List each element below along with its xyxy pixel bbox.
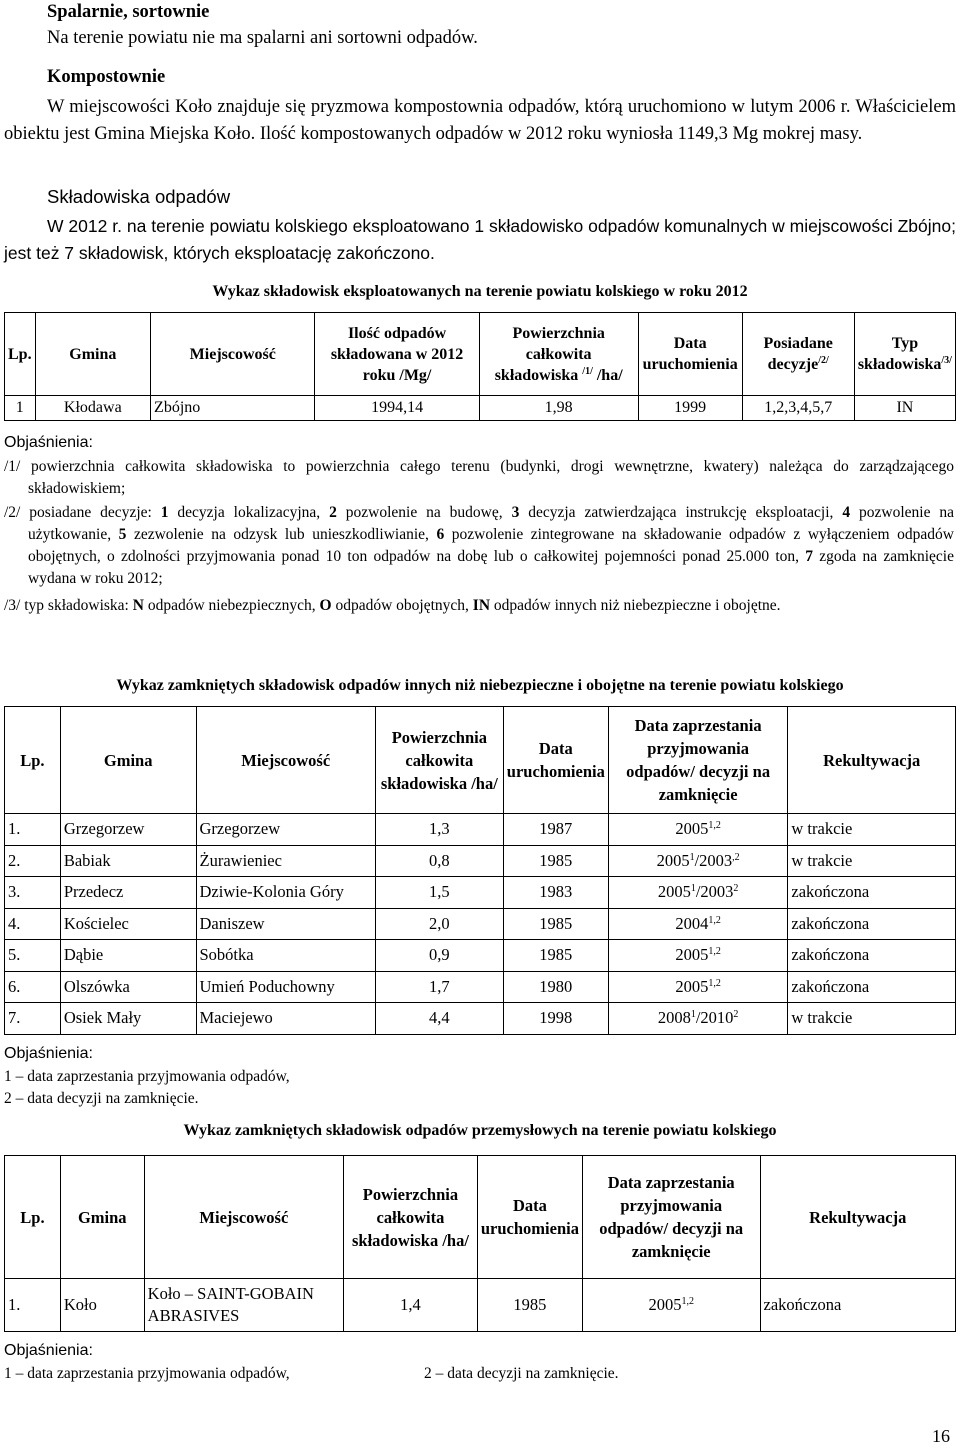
table-header-row [5,313,956,396]
col-closure-date: Data zaprzestania przyjmowania odpadów/ decyzji na zamknięcie [608,707,788,814]
cell-area: 4,4 [375,1003,503,1035]
cell-start-date: 1998 [503,1003,608,1035]
closure-sup: 1 [690,883,696,895]
page-number: 16 [932,1426,950,1446]
closure-year: 2005 [675,976,709,996]
cell-start-date: 1980 [503,971,608,1003]
decision-number: 5 [118,526,127,543]
cell-reclamation: zakończona [788,908,956,940]
notes1-n3 [4,595,908,617]
closure-sup: 1 [689,851,695,863]
col-area [479,313,638,396]
table-row [5,396,956,421]
closure-sup: 1,2 [708,820,721,832]
cell-reclamation: zakończona [788,940,956,972]
col-waste-amount: Ilość odpadów składowana w 2012 roku /Mg/ [315,313,479,396]
cell-miejscowosc: Zbójno [151,396,315,421]
cell-start-date: 1985 [503,908,608,940]
col-area: Powierzchnia całkowita składowiska /ha/ [344,1156,478,1279]
col-decisions-label: Posiadane decyzje [763,335,833,373]
decision-year: /2010 [695,1008,734,1028]
cell-lp: 1. [5,1279,61,1332]
notes1-n2 [4,502,954,590]
cell-area: 0,9 [375,940,503,972]
type-text: odpadów niebezpiecznych, [147,597,316,614]
cell-start-date: 1983 [503,877,608,909]
col-decisions [742,313,854,396]
notes3-label: Objaśnienia: [4,1342,93,1359]
closure-year: 2005 [675,819,709,839]
section-title-composting: Kompostownie [47,67,166,87]
notes2-n2: 2 – data decyzji na zamknięcie. [4,1090,199,1107]
cell-start-date: 1985 [503,940,608,972]
cell-closure-date [608,908,788,940]
table1-caption: Wykaz składowisk eksploatowanych na terenie powiatu kolskiego w roku 2012 [212,283,748,300]
cell-decisions: 1,2,3,4,5,7 [742,396,854,421]
col-start-date: Data uruchomienia [477,1156,582,1279]
cell-area: 1,98 [479,396,638,421]
closure-year: 2005 [648,1295,682,1314]
closure-sup: 1,2 [708,914,721,926]
cell-type: IN [854,396,955,421]
cell-miejscowosc: Maciejewo [196,1003,375,1035]
decision-year: /2003 [694,850,733,870]
cell-reclamation: w trakcie [788,845,956,877]
closure-sup: 1,2 [681,1296,694,1307]
cell-reclamation: w trakcie [788,814,956,846]
cell-gmina: Babiak [60,845,196,877]
notes1-label: Objaśnienia: [4,434,93,451]
col-miejscowosc: Miejscowość [151,313,315,396]
cell-lp: 5. [5,940,61,972]
cell-area: 1,7 [375,971,503,1003]
cell-lp: 4. [5,908,61,940]
decision-text: zgoda na zamknięcie wydana w roku 2012; [28,548,954,587]
decision-number: 1 [160,504,169,521]
cell-lp: 2. [5,845,61,877]
cell-miejscowosc: Umień Poduchowny [196,971,375,1003]
notes2-n1: 1 – data zaprzestania przyjmowania odpadów, [4,1068,290,1085]
col-type-sup: /3/ [941,355,952,366]
cell-miejscowosc: Koło – SAINT-GOBAIN ABRASIVES [144,1279,343,1332]
col-decisions-sup: /2/ [818,355,829,366]
note2-prefix: /2/ posiadane decyzje: [4,504,152,521]
col-miejscowosc: Miejscowość [144,1156,343,1279]
cell-area: 1,4 [344,1279,478,1332]
decision-text: pozwolenie zintegrowane na składowanie odpadów z wyłączeniem odpadów obojętnych, o zdolności przyjmowania ponad 10 ton odpadów na dobę lub o całkowitej pojemności ponad 25.000 ton, [28,526,954,565]
col-area-sup: /1/ [582,365,593,377]
decision-text: pozwolenie na użytkowanie, [28,504,955,543]
type-code: N [132,597,144,614]
table2-caption: Wykaz zamkniętych składowisk odpadów innych niż niebezpieczne i obojętne na terenie powiatu kolskiego [116,677,844,694]
operating-landfills-table [4,312,956,421]
decision-text: decyzja lokalizacyjna, [177,504,321,521]
decision-year: /2003 [695,882,734,902]
cell-gmina: Olszówka [60,971,196,1003]
col-closure-date: Data zaprzestania przyjmowania odpadów/ decyzji na zamknięcie [582,1156,760,1279]
decision-number: 3 [511,504,520,521]
table-row [5,908,956,940]
cell-gmina: Koło [60,1279,144,1332]
cell-gmina: Przedecz [60,877,196,909]
decision-sup: 2 [733,1009,739,1021]
notes2-label: Objaśnienia: [4,1045,93,1062]
cell-lp: 3. [5,877,61,909]
col-reclamation: Rekultywacja [788,707,956,814]
decision-number: 7 [805,548,814,565]
col-area-label: Powierzchnia całkowita składowiska [494,324,605,384]
section-text-landfills: W 2012 r. na terenie powiatu kolskiego eksploatowano 1 składowisko odpadów komunalnych w miejscowości Zbójno; jest też 7 składowisk, których eksploatację zakończono. [4,216,956,263]
closure-year: 2005 [675,945,709,965]
closure-year: 2008 [657,1008,691,1028]
cell-closure-date [608,814,788,846]
table3-caption: Wykaz zamkniętych składowisk odpadów przemysłowych na terenie powiatu kolskiego [183,1122,777,1139]
cell-closure-date [608,877,788,909]
closure-year: 2005 [657,882,691,902]
cell-start-date: 1985 [503,845,608,877]
cell-start-date: 1987 [503,814,608,846]
col-type-label: Typ składowiska [857,335,942,373]
decision-text: decyzja zatwierdzająca instrukcję eksploatacji, [528,504,834,521]
cell-gmina: Dąbie [60,940,196,972]
closure-year: 2004 [675,913,709,933]
cell-gmina: Kościelec [60,908,196,940]
cell-miejscowosc: Sobótka [196,940,375,972]
table-row [5,877,956,909]
decision-number: 6 [436,526,445,543]
col-lp: Lp. [5,707,61,814]
table-row [5,814,956,846]
col-gmina: Gmina [35,313,150,396]
closed-landfills-table [4,706,956,1035]
type-text: odpadów obojętnych, [335,597,469,614]
cell-gmina: Kłodawa [35,396,150,421]
cell-closure-date [608,1003,788,1035]
table-header-row [5,707,956,814]
cell-area: 0,8 [375,845,503,877]
notes3-n1: 1 – data zaprzestania przyjmowania odpadów, [4,1365,290,1382]
decision-text: zezwolenie na odzysk lub unieszkodliwianie, [133,526,429,543]
section-text-composting: W miejscowości Koło znajduje się pryzmowa kompostownia odpadów, którą uruchomiono w lutym 2006 r. Właścicielem obiektu jest Gmina Miejska Koło. Ilość kompostowanych odpadów w 2012 roku wyniosła 1149,3 Mg mokrej masy. [4,97,956,144]
decision-number: 4 [842,504,851,521]
cell-start-date: 1999 [638,396,742,421]
table-header-row [5,1156,956,1279]
cell-closure-date [582,1279,760,1332]
cell-lp: 1 [5,396,36,421]
type-code: IN [472,597,491,614]
decision-sup: ,2 [732,851,740,863]
table-row [5,845,956,877]
cell-miejscowosc: Żurawieniec [196,845,375,877]
cell-lp: 1. [5,814,61,846]
section-title-incinerators: Spalarnie, sortownie [47,2,210,22]
cell-area: 1,5 [375,877,503,909]
cell-waste-amount: 1994,14 [315,396,479,421]
col-reclamation: Rekultywacja [760,1156,955,1279]
cell-closure-date [608,940,788,972]
col-type [854,313,955,396]
industrial-landfills-table [4,1155,956,1332]
col-area: Powierzchnia całkowita składowiska /ha/ [375,707,503,814]
closure-sup: 1,2 [708,977,721,989]
table-row [5,1279,956,1332]
closure-sup: 1 [690,1009,696,1021]
col-miejscowosc: Miejscowość [196,707,375,814]
col-lp: Lp. [5,1156,61,1279]
cell-start-date: 1985 [477,1279,582,1332]
table-row [5,1003,956,1035]
decision-text: pozwolenie na budowę, [345,504,503,521]
cell-miejscowosc: Dziwie-Kolonia Góry [196,877,375,909]
table-row [5,971,956,1003]
type-code: O [319,597,332,614]
col-area-unit: /ha/ [596,366,623,384]
note3-prefix: /3/ typ składowiska: [4,597,129,614]
col-start-date: Data uruchomienia [638,313,742,396]
section-text-incinerators: Na terenie powiatu nie ma spalarni ani sortowni odpadów. [47,28,478,48]
decision-sup: 2 [733,883,739,895]
cell-lp: 7. [5,1003,61,1035]
cell-miejscowosc: Daniszew [196,908,375,940]
cell-reclamation: zakończona [788,877,956,909]
decision-number: 2 [329,504,337,521]
col-start-date: Data uruchomienia [503,707,608,814]
cell-area: 2,0 [375,908,503,940]
cell-reclamation: zakończona [788,971,956,1003]
cell-area: 1,3 [375,814,503,846]
notes3-n2: 2 – data decyzji na zamknięcie. [424,1365,619,1382]
cell-closure-date [608,971,788,1003]
cell-miejscowosc: Grzegorzew [196,814,375,846]
cell-gmina: Osiek Mały [60,1003,196,1035]
closure-sup: 1,2 [708,946,721,958]
cell-reclamation: w trakcie [788,1003,956,1035]
col-gmina: Gmina [60,707,196,814]
cell-gmina: Grzegorzew [60,814,196,846]
col-gmina: Gmina [60,1156,144,1279]
cell-reclamation: zakończona [760,1279,955,1332]
col-lp: Lp. [5,313,36,396]
type-text: odpadów innych niż niebezpieczne i obojętne. [493,597,781,614]
table-row [5,940,956,972]
cell-closure-date [608,845,788,877]
cell-lp: 6. [5,971,61,1003]
section-title-landfills: Składowiska odpadów [47,186,231,207]
notes1-n1: /1/ powierzchnia całkowita składowiska to powierzchnia całego terenu (budynki, drogi wewnętrzne, kwatery) należąca do zarządzającego składowiskiem; [4,458,954,497]
closure-year: 2005 [656,850,690,870]
